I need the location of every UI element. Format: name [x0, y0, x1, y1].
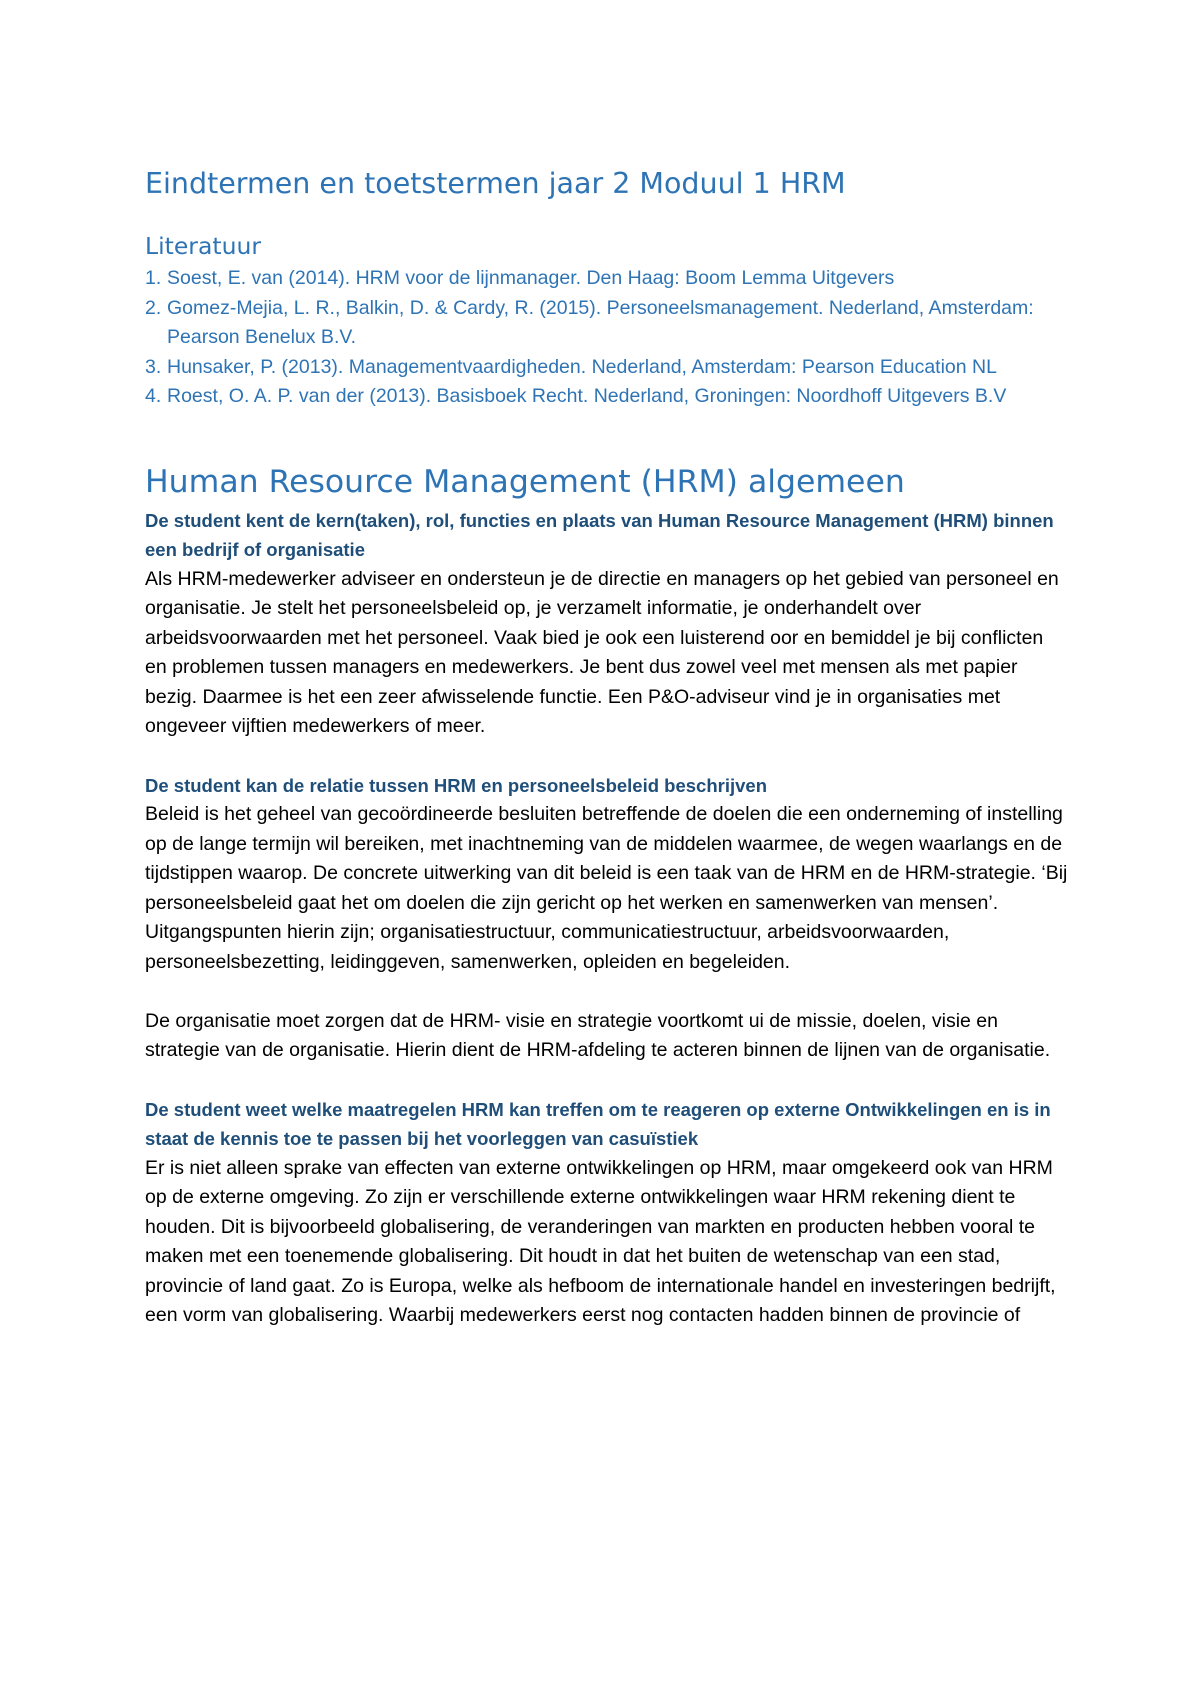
literature-item-number: 4. [145, 385, 162, 407]
literature-heading: Literatuur [145, 232, 262, 260]
literature-item [145, 294, 1070, 353]
paragraph: Beleid is het geheel van gecoördineerde besluiten betreffende de doelen die een onderneming of instelling op de lange termijn wil bereiken, met inachtneming van de middelen waarmee, de wegen waarlangs en de tijdstippen waarop. De concrete uitwerking van dit beleid is een taak van de HRM en de HRM-strategie. ‘Bij personeelsbeleid gaat het om doelen die zijn gericht op het werken en samenwerken van mensen’. Uitgangspunten hierin zijn; organisatiestructuur, communicatiestructuur, arbeidsvoorwaarden, personeelsbezetting, leidinggeven, samenwerken, opleiden en begeleiden. [145, 803, 1068, 973]
document-content [145, 164, 1070, 1331]
literature-item-text: Hunsaker, P. (2013). Managementvaardigheden. Nederland, Amsterdam: Pearson Education NL [167, 355, 997, 378]
section-heading: Human Resource Management (HRM) algemeen [145, 463, 905, 500]
literature-item [145, 264, 1070, 294]
literature-item-number: 2. [145, 296, 162, 319]
paragraph: Als HRM-medewerker adviseer en ondersteun je de directie en managers op het gebied van personeel en organisatie. Je stelt het personeelsbeleid op, je verzamelt informatie, je onderhandelt over arbeidsvoorwaarden met het personeel. Vaak bied je ook een luisterend oor en bemiddel je bij conflicten en problemen tussen managers en medewerkers. Je bent dus zowel veel met mensen als met papier bezig. Daarmee is het een zeer afwisselende functie. Een P&O-adviseur vind je in organisaties met ongeveer vijftien medewerkers of meer. [145, 567, 1059, 737]
literature-list [145, 264, 1070, 412]
literature-item-number: 1. [145, 267, 162, 289]
subheading-core-tasks: De student kent de kern(taken), rol, functies en plaats van Human Resource Management (HRM) binnen een bedrijf of organisatie [145, 509, 1054, 560]
subheading-external-developments: De student weet welke maatregelen HRM kan treffen om te reageren op externe Ontwikkelingen en is in staat de kennis toe te passen bij het voorleggen van casuïstiek [145, 1098, 1051, 1149]
document-title: Eindtermen en toetstermen jaar 2 Moduul 1 HRM [145, 167, 846, 200]
literature-item [145, 353, 1070, 383]
literature-item-text: Gomez-Mejia, L. R., Balkin, D. & Cardy, R. (2015). Personeelsmanagement. Nederland, Amsterdam: Pearson Benelux B.V. [167, 296, 1034, 348]
literature-item [145, 382, 1070, 412]
subheading-hrm-policy: De student kan de relatie tussen HRM en personeelsbeleid beschrijven [145, 774, 767, 796]
literature-item-text: Soest, E. van (2014). HRM voor de lijnmanager. Den Haag: Boom Lemma Uitgevers [167, 267, 895, 289]
paragraph: De organisatie moet zorgen dat de HRM- visie en strategie voortkomt ui de missie, doelen, visie en strategie van de organisatie. Hierin dient de HRM-afdeling te acteren binnen de lijnen van de organisatie. [145, 1009, 1051, 1061]
literature-item-text: Roest, O. A. P. van der (2013). Basisboek Recht. Nederland, Groningen: Noordhoff Uitgevers B.V [167, 385, 1007, 407]
literature-item-number: 3. [145, 355, 162, 378]
paragraph: Er is niet alleen sprake van effecten van externe ontwikkelingen op HRM, maar omgekeerd ook van HRM op de externe omgeving. Zo zijn er verschillende externe ontwikkelingen waar HRM rekening dient te houden. Dit is bijvoorbeeld globalisering, de veranderingen van markten en producten hebben vooral te maken met een toenemende globalisering. Dit houdt in dat het buiten de wetenschap van een stad, provincie of land gaat. Zo is Europa, welke als hefboom de internationale handel en investeringen bedrijft, een vorm van globalisering. Waarbij medewerkers eerst nog contacten hadden binnen de provincie of [145, 1156, 1056, 1326]
